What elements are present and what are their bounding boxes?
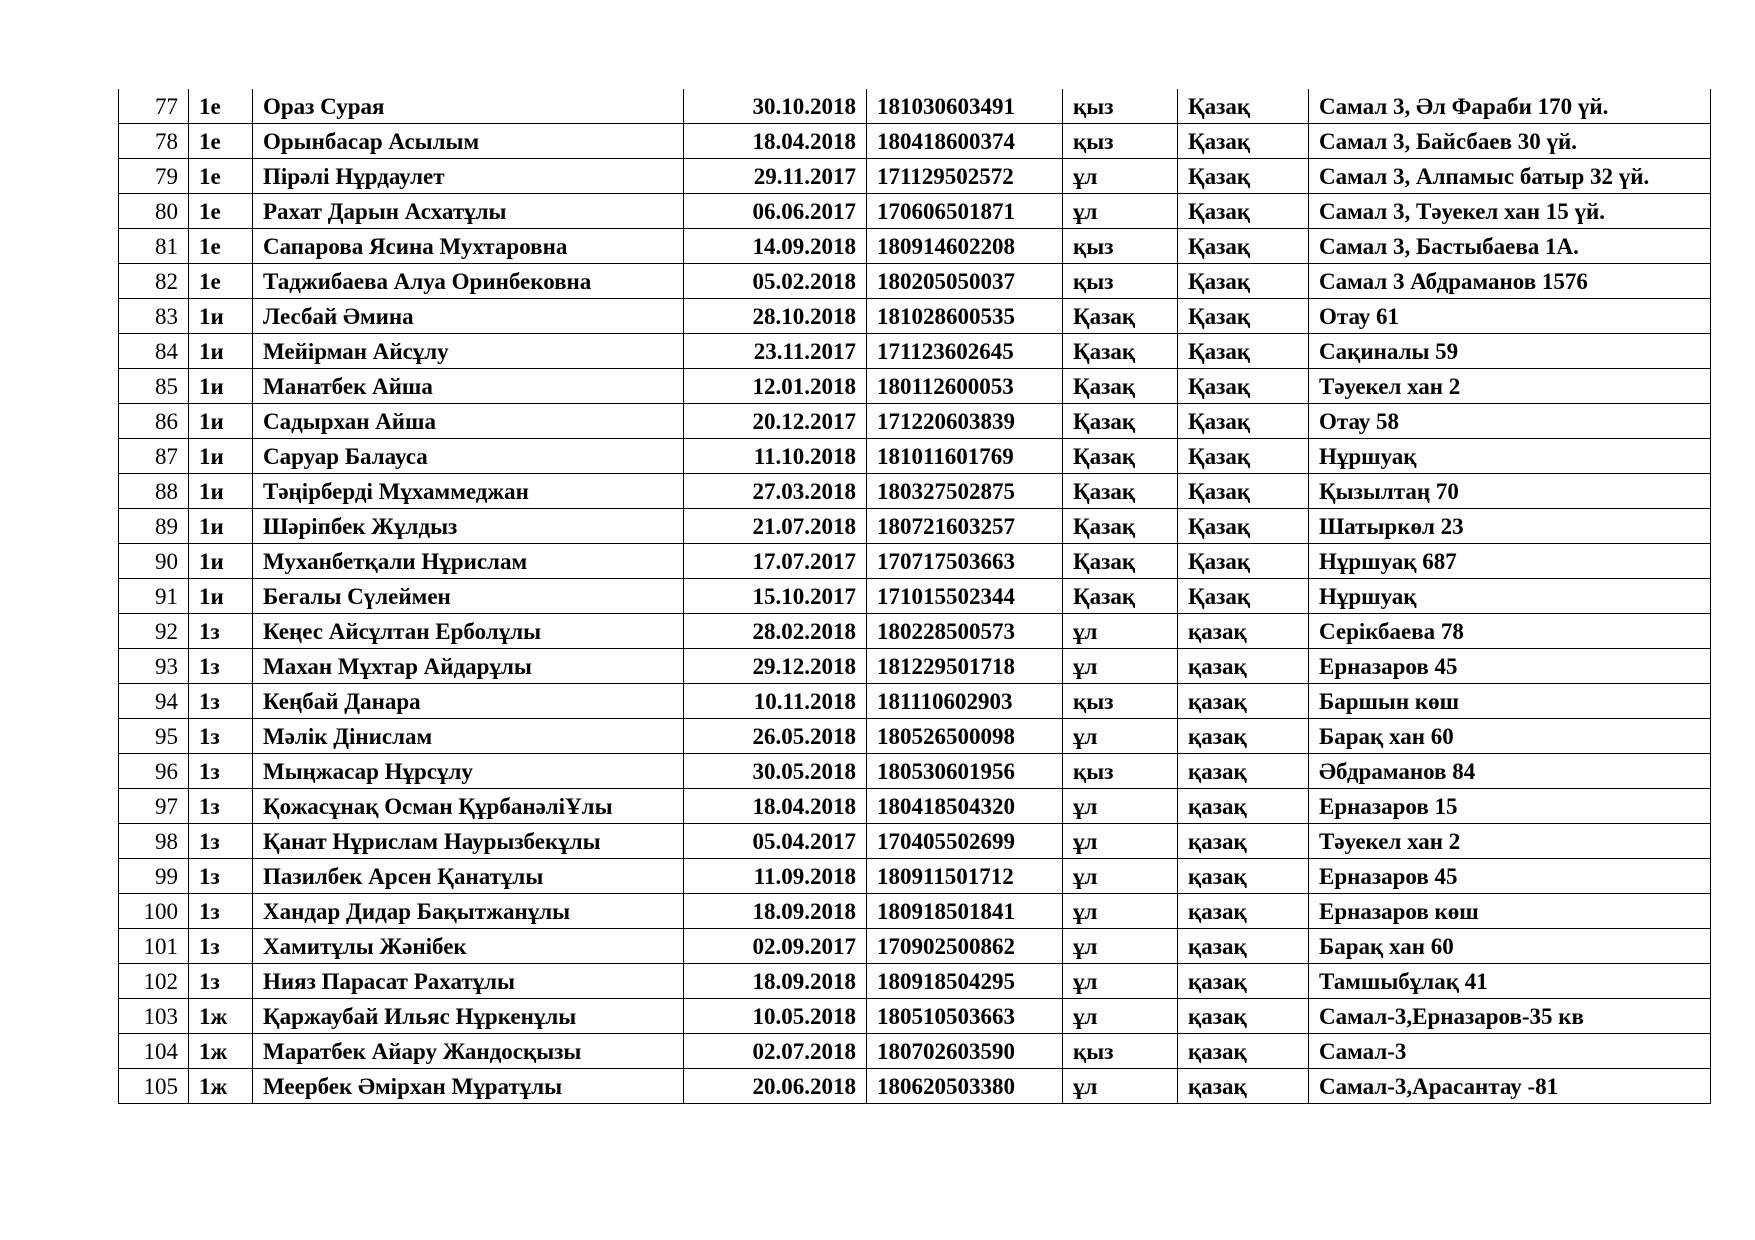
table-row [119, 964, 1711, 999]
birth-date-cell: 11.10.2018 [684, 439, 867, 474]
table-row [119, 474, 1711, 509]
table-row [119, 789, 1711, 824]
iin-cell: 180112600053 [867, 369, 1063, 404]
gender-cell: ұл [1063, 999, 1178, 1034]
gender-cell: Қазақ [1063, 404, 1178, 439]
nationality-cell: Қазақ [1178, 544, 1309, 579]
row-number: 84 [119, 334, 189, 369]
student-name-cell: Мәлік Дінислам [253, 719, 684, 754]
address-cell: Самал-3,Ерназаров-35 кв [1309, 999, 1711, 1034]
iin-cell: 181110602903 [867, 684, 1063, 719]
address-cell: Отау 58 [1309, 404, 1711, 439]
iin-cell: 181229501718 [867, 649, 1063, 684]
nationality-cell: Қазақ [1178, 579, 1309, 614]
nationality-cell: Қазақ [1178, 369, 1309, 404]
birth-date-cell: 05.04.2017 [684, 824, 867, 859]
address-cell: Самал 3, Әл Фараби 170 үй. [1309, 89, 1711, 124]
birth-date-cell: 12.01.2018 [684, 369, 867, 404]
class-cell: 1з [189, 614, 253, 649]
nationality-cell: қазақ [1178, 859, 1309, 894]
row-number: 83 [119, 299, 189, 334]
birth-date-cell: 26.05.2018 [684, 719, 867, 754]
birth-date-cell: 14.09.2018 [684, 229, 867, 264]
student-name-cell: Қожасұнақ Осман ҚұрбанәліҰлы [253, 789, 684, 824]
birth-date-cell: 30.10.2018 [684, 89, 867, 124]
iin-cell: 170902500862 [867, 929, 1063, 964]
address-cell: Нұршуақ [1309, 579, 1711, 614]
iin-cell: 180418504320 [867, 789, 1063, 824]
nationality-cell: қазақ [1178, 719, 1309, 754]
birth-date-cell: 18.09.2018 [684, 894, 867, 929]
table-row [119, 369, 1711, 404]
address-cell: Самал-3,Арасантау -81 [1309, 1069, 1711, 1104]
birth-date-cell: 30.05.2018 [684, 754, 867, 789]
birth-date-cell: 28.10.2018 [684, 299, 867, 334]
row-number: 104 [119, 1034, 189, 1069]
iin-cell: 180327502875 [867, 474, 1063, 509]
student-name-cell: Кеңес Айсұлтан Ерболұлы [253, 614, 684, 649]
student-name-cell: Ораз Сурая [253, 89, 684, 124]
birth-date-cell: 10.05.2018 [684, 999, 867, 1034]
row-number: 98 [119, 824, 189, 859]
nationality-cell: қазақ [1178, 789, 1309, 824]
table-row [119, 404, 1711, 439]
student-name-cell: Қанат Нұрислам Наурызбекұлы [253, 824, 684, 859]
birth-date-cell: 18.09.2018 [684, 964, 867, 999]
class-cell: 1и [189, 509, 253, 544]
iin-cell: 180620503380 [867, 1069, 1063, 1104]
class-cell: 1з [189, 789, 253, 824]
student-name-cell: Пазилбек Арсен Қанатұлы [253, 859, 684, 894]
iin-cell: 171123602645 [867, 334, 1063, 369]
gender-cell: қыз [1063, 229, 1178, 264]
table-row [119, 194, 1711, 229]
class-cell: 1з [189, 719, 253, 754]
nationality-cell: Қазақ [1178, 264, 1309, 299]
table-row [119, 579, 1711, 614]
row-number: 102 [119, 964, 189, 999]
address-cell: Ерназаров көш [1309, 894, 1711, 929]
student-name-cell: Мыңжасар Нұрсұлу [253, 754, 684, 789]
iin-cell: 170606501871 [867, 194, 1063, 229]
gender-cell: қыз [1063, 89, 1178, 124]
gender-cell: Қазақ [1063, 439, 1178, 474]
iin-cell: 180914602208 [867, 229, 1063, 264]
class-cell: 1з [189, 754, 253, 789]
address-cell: Нұршуақ 687 [1309, 544, 1711, 579]
gender-cell: ұл [1063, 1069, 1178, 1104]
row-number: 95 [119, 719, 189, 754]
nationality-cell: қазақ [1178, 894, 1309, 929]
address-cell: Серікбаева 78 [1309, 614, 1711, 649]
gender-cell: ұл [1063, 894, 1178, 929]
nationality-cell: қазақ [1178, 824, 1309, 859]
gender-cell: ұл [1063, 719, 1178, 754]
class-cell: 1з [189, 649, 253, 684]
student-name-cell: Нияз Парасат Рахатұлы [253, 964, 684, 999]
gender-cell: Қазақ [1063, 579, 1178, 614]
address-cell: Отау 61 [1309, 299, 1711, 334]
class-cell: 1и [189, 369, 253, 404]
gender-cell: Қазақ [1063, 369, 1178, 404]
iin-cell: 171015502344 [867, 579, 1063, 614]
iin-cell: 180918501841 [867, 894, 1063, 929]
nationality-cell: қазақ [1178, 929, 1309, 964]
table-row [119, 509, 1711, 544]
student-name-cell: Муханбетқали Нұрислам [253, 544, 684, 579]
student-name-cell: Лесбай Әмина [253, 299, 684, 334]
student-name-cell: Қаржаубай Ильяс Нұркенұлы [253, 999, 684, 1034]
address-cell: Самал 3, Алпамыс батыр 32 үй. [1309, 159, 1711, 194]
table-row [119, 439, 1711, 474]
table-row [119, 1069, 1711, 1104]
gender-cell: ұл [1063, 789, 1178, 824]
iin-cell: 170717503663 [867, 544, 1063, 579]
gender-cell: қыз [1063, 684, 1178, 719]
class-cell: 1ж [189, 999, 253, 1034]
class-cell: 1и [189, 579, 253, 614]
student-name-cell: Орынбасар Асылым [253, 124, 684, 159]
nationality-cell: қазақ [1178, 684, 1309, 719]
row-number: 105 [119, 1069, 189, 1104]
birth-date-cell: 20.06.2018 [684, 1069, 867, 1104]
table-row [119, 859, 1711, 894]
iin-cell: 180510503663 [867, 999, 1063, 1034]
gender-cell: қыз [1063, 124, 1178, 159]
birth-date-cell: 20.12.2017 [684, 404, 867, 439]
class-cell: 1ж [189, 1069, 253, 1104]
birth-date-cell: 02.07.2018 [684, 1034, 867, 1069]
student-name-cell: Манатбек Айша [253, 369, 684, 404]
nationality-cell: Қазақ [1178, 439, 1309, 474]
row-number: 93 [119, 649, 189, 684]
nationality-cell: қазақ [1178, 754, 1309, 789]
address-cell: Самал 3, Бастыбаева 1А. [1309, 229, 1711, 264]
class-cell: 1и [189, 544, 253, 579]
address-cell: Әбдраманов 84 [1309, 754, 1711, 789]
row-number: 91 [119, 579, 189, 614]
gender-cell: ұл [1063, 649, 1178, 684]
iin-cell: 180418600374 [867, 124, 1063, 159]
row-number: 86 [119, 404, 189, 439]
table-row [119, 544, 1711, 579]
iin-cell: 181030603491 [867, 89, 1063, 124]
birth-date-cell: 27.03.2018 [684, 474, 867, 509]
iin-cell: 180721603257 [867, 509, 1063, 544]
class-cell: 1и [189, 334, 253, 369]
address-cell: Самал-3 [1309, 1034, 1711, 1069]
student-name-cell: Кеңбай Данара [253, 684, 684, 719]
row-number: 90 [119, 544, 189, 579]
row-number: 96 [119, 754, 189, 789]
gender-cell: ұл [1063, 614, 1178, 649]
row-number: 100 [119, 894, 189, 929]
address-cell: Ерназаров 45 [1309, 859, 1711, 894]
nationality-cell: Қазақ [1178, 474, 1309, 509]
table-row [119, 89, 1711, 124]
birth-date-cell: 11.09.2018 [684, 859, 867, 894]
nationality-cell: Қазақ [1178, 229, 1309, 264]
student-roster-table [118, 89, 1711, 1104]
student-name-cell: Тәңірберді Мұхаммеджан [253, 474, 684, 509]
birth-date-cell: 17.07.2017 [684, 544, 867, 579]
nationality-cell: қазақ [1178, 1034, 1309, 1069]
row-number: 85 [119, 369, 189, 404]
nationality-cell: қазақ [1178, 649, 1309, 684]
class-cell: 1и [189, 474, 253, 509]
student-name-cell: Садырхан Айша [253, 404, 684, 439]
row-number: 103 [119, 999, 189, 1034]
student-name-cell: Хамитұлы Жәнібек [253, 929, 684, 964]
nationality-cell: қазақ [1178, 999, 1309, 1034]
nationality-cell: Қазақ [1178, 509, 1309, 544]
class-cell: 1з [189, 684, 253, 719]
gender-cell: ұл [1063, 159, 1178, 194]
iin-cell: 171129502572 [867, 159, 1063, 194]
birth-date-cell: 18.04.2018 [684, 789, 867, 824]
row-number: 94 [119, 684, 189, 719]
row-number: 79 [119, 159, 189, 194]
gender-cell: Қазақ [1063, 509, 1178, 544]
class-cell: 1е [189, 264, 253, 299]
address-cell: Тамшыбұлақ 41 [1309, 964, 1711, 999]
table-row [119, 754, 1711, 789]
student-name-cell: Маратбек Айару Жандосқызы [253, 1034, 684, 1069]
table-row [119, 894, 1711, 929]
class-cell: 1и [189, 299, 253, 334]
row-number: 77 [119, 89, 189, 124]
row-number: 78 [119, 124, 189, 159]
student-name-cell: Меербек Әмірхан Мұратұлы [253, 1069, 684, 1104]
row-number: 92 [119, 614, 189, 649]
iin-cell: 171220603839 [867, 404, 1063, 439]
gender-cell: Қазақ [1063, 334, 1178, 369]
nationality-cell: Қазақ [1178, 404, 1309, 439]
row-number: 81 [119, 229, 189, 264]
gender-cell: ұл [1063, 824, 1178, 859]
gender-cell: ұл [1063, 964, 1178, 999]
nationality-cell: қазақ [1178, 1069, 1309, 1104]
address-cell: Барақ хан 60 [1309, 929, 1711, 964]
nationality-cell: Қазақ [1178, 334, 1309, 369]
row-number: 88 [119, 474, 189, 509]
iin-cell: 180702603590 [867, 1034, 1063, 1069]
birth-date-cell: 06.06.2017 [684, 194, 867, 229]
address-cell: Ерназаров 15 [1309, 789, 1711, 824]
address-cell: Сақиналы 59 [1309, 334, 1711, 369]
nationality-cell: Қазақ [1178, 299, 1309, 334]
table-row [119, 649, 1711, 684]
roster-body [119, 89, 1711, 1104]
table-row [119, 334, 1711, 369]
table-row [119, 614, 1711, 649]
student-name-cell: Пірәлі Нұрдаулет [253, 159, 684, 194]
table-row [119, 999, 1711, 1034]
row-number: 82 [119, 264, 189, 299]
class-cell: 1з [189, 929, 253, 964]
gender-cell: Қазақ [1063, 299, 1178, 334]
row-number: 89 [119, 509, 189, 544]
address-cell: Самал 3, Байсбаев 30 үй. [1309, 124, 1711, 159]
birth-date-cell: 23.11.2017 [684, 334, 867, 369]
table-row [119, 719, 1711, 754]
class-cell: 1е [189, 89, 253, 124]
table-row [119, 159, 1711, 194]
address-cell: Ерназаров 45 [1309, 649, 1711, 684]
class-cell: 1и [189, 404, 253, 439]
birth-date-cell: 02.09.2017 [684, 929, 867, 964]
student-name-cell: Таджибаева Алуа Оринбековна [253, 264, 684, 299]
student-name-cell: Мейірман Айсұлу [253, 334, 684, 369]
table-row [119, 824, 1711, 859]
row-number: 101 [119, 929, 189, 964]
class-cell: 1ж [189, 1034, 253, 1069]
birth-date-cell: 05.02.2018 [684, 264, 867, 299]
gender-cell: Қазақ [1063, 544, 1178, 579]
table-row [119, 229, 1711, 264]
iin-cell: 181011601769 [867, 439, 1063, 474]
row-number: 97 [119, 789, 189, 824]
student-name-cell: Махан Мұхтар Айдарұлы [253, 649, 684, 684]
iin-cell: 180228500573 [867, 614, 1063, 649]
address-cell: Нұршуақ [1309, 439, 1711, 474]
iin-cell: 180530601956 [867, 754, 1063, 789]
address-cell: Шатыркөл 23 [1309, 509, 1711, 544]
table-row [119, 929, 1711, 964]
birth-date-cell: 18.04.2018 [684, 124, 867, 159]
address-cell: Тәуекел хан 2 [1309, 369, 1711, 404]
gender-cell: ұл [1063, 929, 1178, 964]
nationality-cell: қазақ [1178, 614, 1309, 649]
nationality-cell: Қазақ [1178, 89, 1309, 124]
table-row [119, 299, 1711, 334]
address-cell: Самал 3 Абдраманов 1576 [1309, 264, 1711, 299]
class-cell: 1з [189, 824, 253, 859]
iin-cell: 181028600535 [867, 299, 1063, 334]
address-cell: Баршын көш [1309, 684, 1711, 719]
nationality-cell: қазақ [1178, 964, 1309, 999]
table-row [119, 124, 1711, 159]
row-number: 80 [119, 194, 189, 229]
table-row [119, 684, 1711, 719]
gender-cell: қыз [1063, 1034, 1178, 1069]
nationality-cell: Қазақ [1178, 159, 1309, 194]
iin-cell: 170405502699 [867, 824, 1063, 859]
table-row [119, 1034, 1711, 1069]
student-name-cell: Бегалы Сүлеймен [253, 579, 684, 614]
birth-date-cell: 21.07.2018 [684, 509, 867, 544]
birth-date-cell: 29.12.2018 [684, 649, 867, 684]
student-name-cell: Саруар Балауса [253, 439, 684, 474]
gender-cell: қыз [1063, 754, 1178, 789]
iin-cell: 180911501712 [867, 859, 1063, 894]
address-cell: Тәуекел хан 2 [1309, 824, 1711, 859]
student-name-cell: Сапарова Ясина Мухтаровна [253, 229, 684, 264]
row-number: 87 [119, 439, 189, 474]
nationality-cell: Қазақ [1178, 124, 1309, 159]
class-cell: 1е [189, 124, 253, 159]
class-cell: 1з [189, 964, 253, 999]
nationality-cell: Қазақ [1178, 194, 1309, 229]
iin-cell: 180526500098 [867, 719, 1063, 754]
address-cell: Барақ хан 60 [1309, 719, 1711, 754]
table-row [119, 264, 1711, 299]
birth-date-cell: 15.10.2017 [684, 579, 867, 614]
gender-cell: ұл [1063, 859, 1178, 894]
gender-cell: Қазақ [1063, 474, 1178, 509]
student-name-cell: Шәріпбек Жұлдыз [253, 509, 684, 544]
class-cell: 1з [189, 859, 253, 894]
birth-date-cell: 28.02.2018 [684, 614, 867, 649]
iin-cell: 180205050037 [867, 264, 1063, 299]
student-name-cell: Хандар Дидар Бақытжанұлы [253, 894, 684, 929]
class-cell: 1е [189, 159, 253, 194]
gender-cell: қыз [1063, 264, 1178, 299]
class-cell: 1е [189, 194, 253, 229]
birth-date-cell: 29.11.2017 [684, 159, 867, 194]
class-cell: 1з [189, 894, 253, 929]
iin-cell: 180918504295 [867, 964, 1063, 999]
row-number: 99 [119, 859, 189, 894]
class-cell: 1и [189, 439, 253, 474]
class-cell: 1е [189, 229, 253, 264]
student-name-cell: Рахат Дарын Асхатұлы [253, 194, 684, 229]
birth-date-cell: 10.11.2018 [684, 684, 867, 719]
address-cell: Самал 3, Тәуекел хан 15 үй. [1309, 194, 1711, 229]
address-cell: Қызылтаң 70 [1309, 474, 1711, 509]
gender-cell: ұл [1063, 194, 1178, 229]
